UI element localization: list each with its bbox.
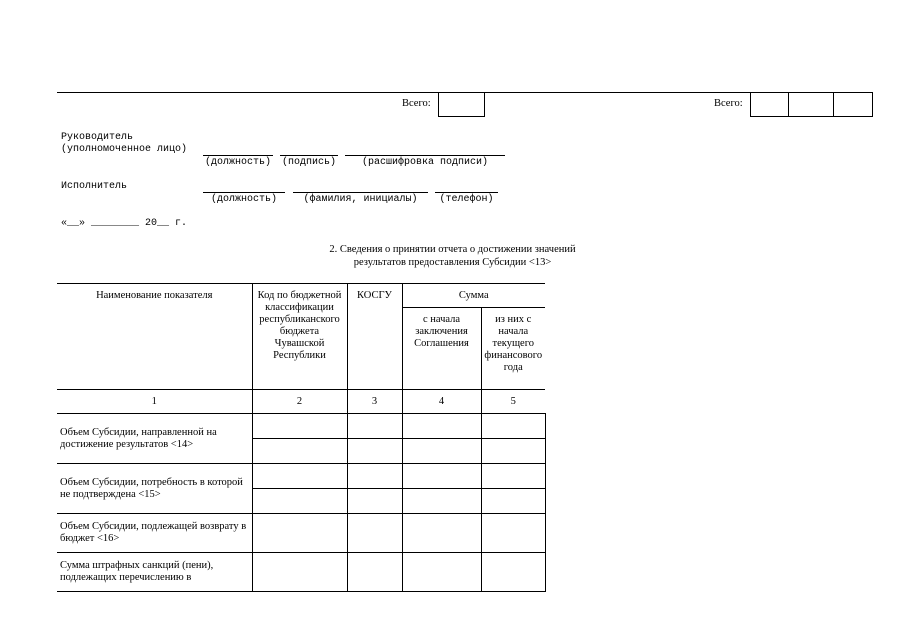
total-cell-right-1[interactable] — [750, 92, 789, 117]
exec-position-line[interactable] — [203, 192, 285, 193]
cell-1-5b[interactable] — [481, 439, 545, 464]
head-caption-signature: (подпись) — [281, 157, 336, 168]
header-code: Код по бюджетной классификации республиканского бюджета Чувашской Республики — [252, 284, 347, 390]
cell-2-5a[interactable] — [481, 464, 545, 489]
total-cell-right-3[interactable] — [833, 92, 873, 117]
cell-2-3b[interactable] — [347, 489, 402, 514]
cell-1-2a[interactable] — [252, 414, 347, 439]
cell-4-2[interactable] — [252, 553, 347, 592]
cell-3-2[interactable] — [252, 514, 347, 553]
head-label-line1: Руководитель — [61, 132, 134, 143]
cell-1-4b[interactable] — [402, 439, 481, 464]
header-kosgu: КОСГУ — [347, 284, 402, 390]
col-number-5: 5 — [481, 390, 545, 414]
col-number-4: 4 — [402, 390, 481, 414]
header-indicator: Наименование показателя — [57, 284, 252, 390]
exec-name-line[interactable] — [293, 192, 428, 193]
header-since-agreement: с начала заключения Соглашения — [402, 308, 481, 390]
cell-4-3[interactable] — [347, 553, 402, 592]
head-signature-line[interactable] — [280, 155, 338, 156]
cell-1-5a[interactable] — [481, 414, 545, 439]
report-table — [57, 283, 546, 592]
row-label-1: Объем Субсидии, направленной на достижение результатов <14> — [57, 414, 252, 464]
cell-1-4a[interactable] — [402, 414, 481, 439]
head-caption-position: (должность) — [204, 157, 271, 168]
executor-label: Исполнитель — [61, 181, 128, 192]
cell-3-5[interactable] — [481, 514, 545, 553]
row-label-4: Сумма штрафных санкций (пени), подлежащих перечислению в — [57, 553, 252, 592]
total-cell-right-2[interactable] — [788, 92, 834, 117]
cell-1-3b[interactable] — [347, 439, 402, 464]
head-position-line[interactable] — [203, 155, 273, 156]
cell-3-4[interactable] — [402, 514, 481, 553]
total-label-left: Всего: — [402, 98, 431, 109]
cell-4-5[interactable] — [481, 553, 545, 592]
exec-caption-position: (должность) — [210, 194, 277, 205]
cell-1-2b[interactable] — [252, 439, 347, 464]
cell-2-2a[interactable] — [252, 464, 347, 489]
head-label-line2: (уполномоченное лицо) — [61, 144, 188, 155]
cell-2-5b[interactable] — [481, 489, 545, 514]
row-label-2: Объем Субсидии, потребность в которой не подтверждена <15> — [57, 464, 252, 514]
cell-4-4[interactable] — [402, 553, 481, 592]
total-cell-left[interactable] — [438, 92, 485, 117]
cell-2-3a[interactable] — [347, 464, 402, 489]
col-number-2: 2 — [252, 390, 347, 414]
cell-1-3a[interactable] — [347, 414, 402, 439]
total-label-right: Всего: — [714, 98, 743, 109]
col-number-1: 1 — [57, 390, 252, 414]
header-since-year: из них с начала текущего финансового года — [481, 308, 545, 390]
head-caption-decoding: (расшифровка подписи) — [361, 157, 489, 168]
section-title — [300, 243, 605, 269]
cell-2-4b[interactable] — [402, 489, 481, 514]
row-label-3: Объем Субсидии, подлежащей возврату в бюджет <16> — [57, 514, 252, 553]
exec-phone-line[interactable] — [435, 192, 498, 193]
exec-caption-phone: (телефон) — [439, 194, 494, 205]
section-title-line1: 2. Сведения о принятии отчета о достижении значений — [329, 244, 576, 255]
section-title-line2: результатов предоставления Субсидии <13> — [353, 257, 552, 268]
head-label — [61, 132, 187, 156]
col-number-3: 3 — [347, 390, 402, 414]
cell-3-3[interactable] — [347, 514, 402, 553]
head-decoding-line[interactable] — [345, 155, 505, 156]
cell-2-2b[interactable] — [252, 489, 347, 514]
date-line: «__» ________ 20__ г. — [61, 218, 188, 229]
cell-2-4a[interactable] — [402, 464, 481, 489]
exec-caption-name: (фамилия, инициалы) — [303, 194, 418, 205]
header-sum: Сумма — [402, 284, 545, 308]
